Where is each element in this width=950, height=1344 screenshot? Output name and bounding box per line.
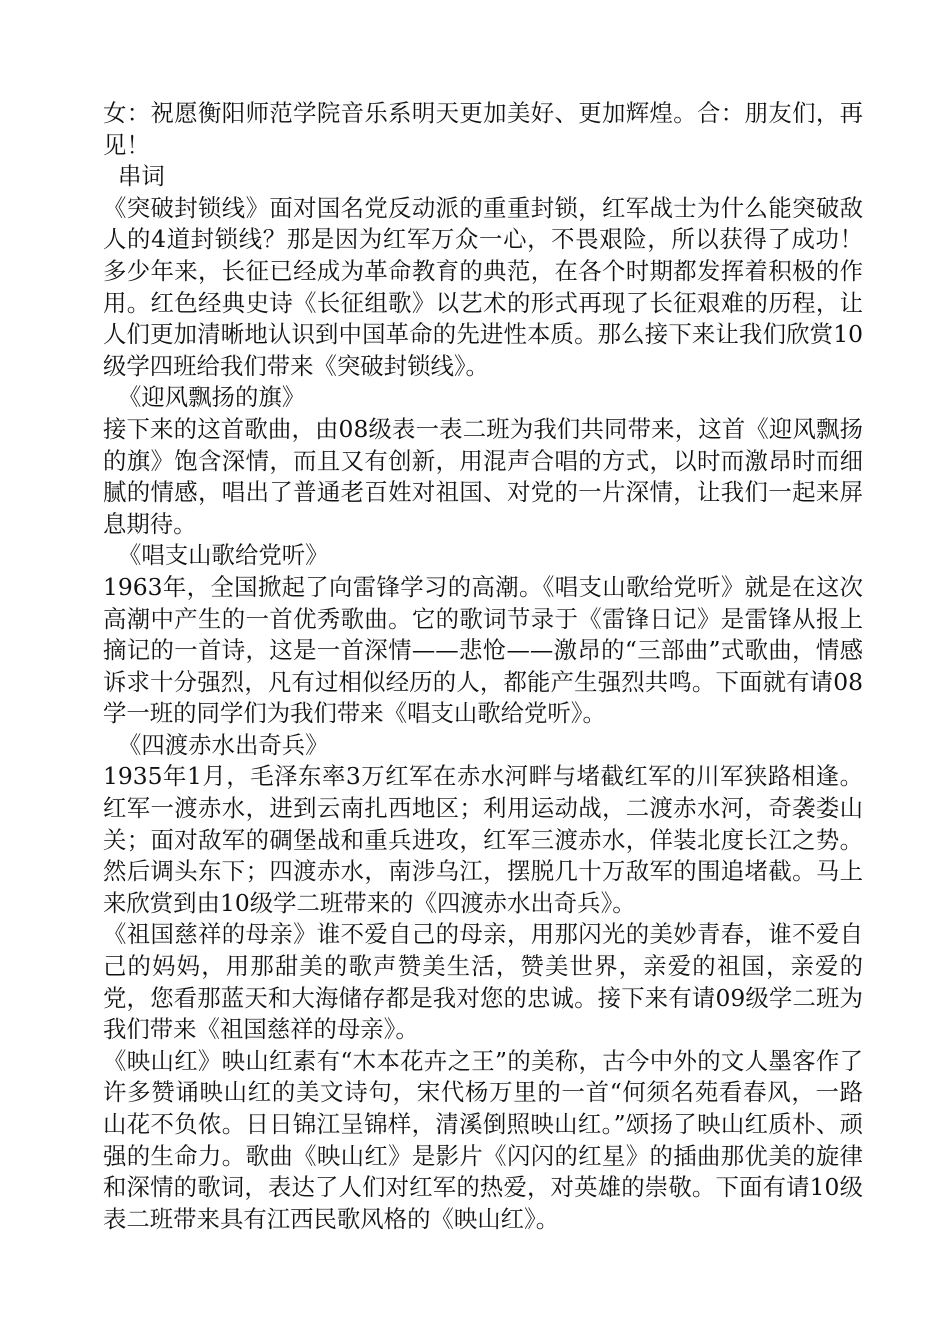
paragraph-chishui: 1935年1月，毛泽东率3万红军在赤水河畔与堵截红军的川军狭路相逢。红军一渡赤水，进到云南扎西地区；利用运动战，二渡赤水河，奇袭娄山关；面对敌军的碉堡战和重兵进攻，红军三渡赤水，佯装北度长江之势。然后调头东下；四渡赤水，南涉乌江，摆脱几十万敌军的围追堵截。马上来欣赏到由10级学二班带来的《四渡赤水出奇兵》。 (103, 762, 863, 917)
paragraph-motherland: 《祖国慈祥的母亲》谁不爱自己的母亲，用那闪光的美妙青春，谁不爱自己的妈妈，用那甜美的歌声赞美生活，赞美世界，亲爱的祖国，亲爱的党，您看那蓝天和大海储存都是我对您的忠诚。接下来有请09级学二班为我们带来《祖国慈祥的母亲》。 (103, 920, 863, 1044)
song-heading-mountain-song: 《唱支山歌给党听》 (118, 541, 329, 570)
paragraph-flag: 接下来的这首歌曲，由08级表一表二班为我们共同带来，这首《迎风飘扬的旗》饱含深情，而且又有创新，用混声合唱的方式，以时而激昂时而细腻的情感，唱出了普通老百姓对祖国、对党的一片深情，让我们一起来屏息期待。 (103, 414, 863, 538)
section-heading: 串词 (118, 162, 165, 191)
paragraph-azalea: 《映山红》映山红素有“木本花卉之王”的美称，古今中外的文人墨客作了许多赞诵映山红的美文诗句，宋代杨万里的一首“何须名苑看春风，一路山花不负侬。日日锦江呈锦样，清溪倒照映山红。”颂扬了映山红质朴、顽强的生命力。歌曲《映山红》是影片《闪闪的红星》的插曲那优美的旋律和深情的歌词，表达了人们对红军的热爱，对英雄的崇敬。下面有请10级表二班带来具有江西民歌风格的《映山红》。 (103, 1046, 863, 1233)
song-heading-chishui: 《四渡赤水出奇兵》 (118, 730, 329, 759)
paragraph-breakthrough: 《突破封锁线》面对国名党反动派的重重封锁，红军战士为什么能突破敌人的4道封锁线？那是因为红军万众一心，不畏艰险，所以获得了成功！多少年来，长征已经成为革命教育的典范，在各个时期都发挥着积极的作用。红色经典史诗《长征组歌》以艺术的形式再现了长征艰难的历程，让人们更加清晰地认识到中国革命的先进性本质。那么接下来让我们欣赏10级学四班给我们带来《突破封锁线》。 (103, 193, 863, 380)
paragraph-mountain-song: 1963年，全国掀起了向雷锋学习的高潮。《唱支山歌给党听》就是在这次高潮中产生的一首优秀歌曲。它的歌词节录于《雷锋日记》是雷锋从报上摘记的一首诗，这是一首深情——悲怆——激昂的“三部曲”式歌曲，情感诉求十分强烈，凡有过相似经历的人，都能产生强烈共鸣。下面就有请08学一班的同学们为我们带来《唱支山歌给党听》。 (103, 572, 863, 728)
closing-line: 女：祝愿衡阳师范学院音乐系明天更加美好、更加辉煌。合：朋友们，再见！ (103, 99, 863, 159)
song-heading-flag: 《迎风飘扬的旗》 (118, 383, 306, 412)
document-page (103, 98, 863, 1235)
